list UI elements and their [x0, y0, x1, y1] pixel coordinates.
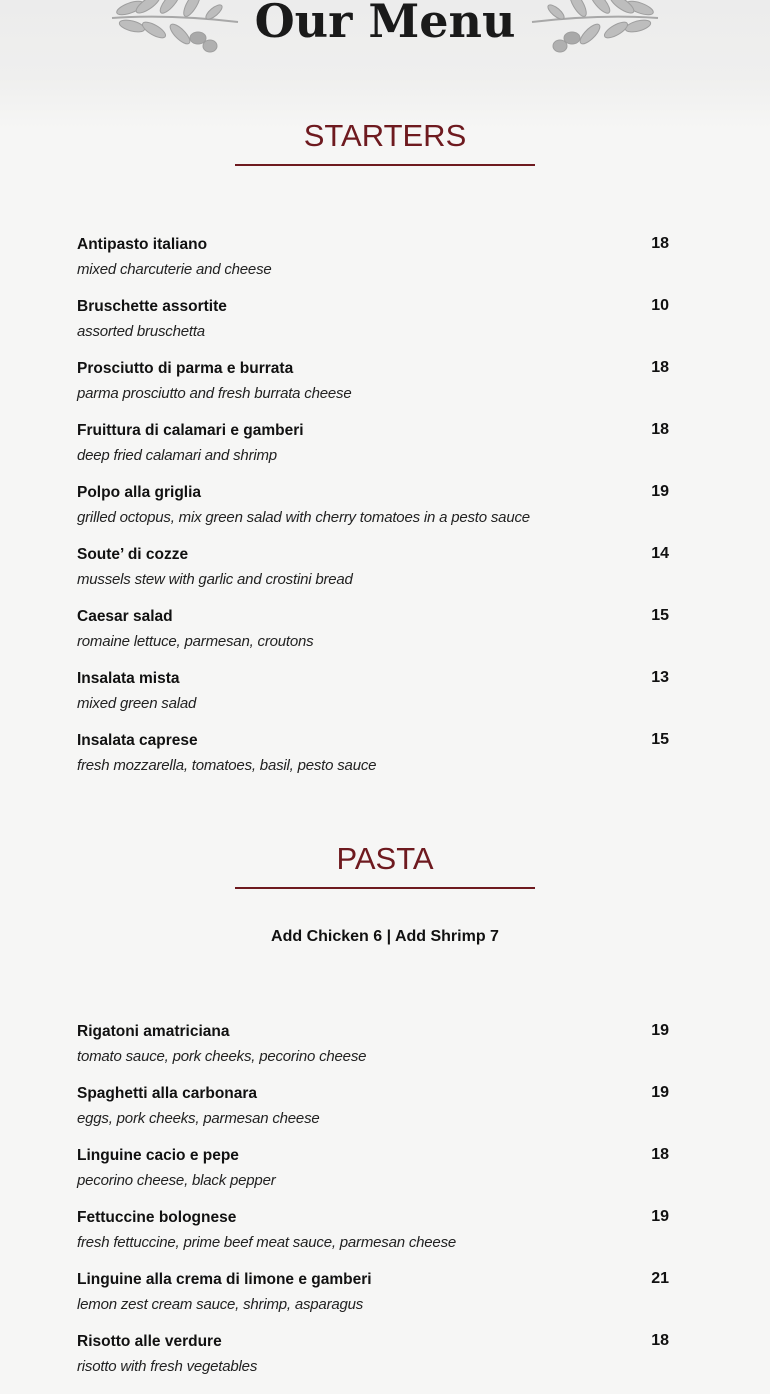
item-description: parma prosciutto and fresh burrata cheese [77, 385, 352, 402]
menu-item [77, 1084, 669, 1129]
item-name: Caesar salad [77, 608, 173, 625]
item-price: 21 [651, 1270, 669, 1287]
item-price: 19 [651, 1022, 669, 1039]
item-name: Fruittura di calamari e gamberi [77, 422, 304, 439]
item-description: mixed green salad [77, 695, 197, 712]
item-price: 18 [651, 1332, 669, 1349]
item-description: eggs, pork cheeks, parmesan cheese [77, 1110, 320, 1127]
item-name: Spaghetti alla carbonara [77, 1085, 258, 1102]
item-price: 19 [651, 483, 669, 500]
menu-item [77, 731, 669, 776]
menu-item [77, 297, 669, 342]
item-description: pecorino cheese, black pepper [77, 1172, 276, 1189]
item-name: Risotto alle verdure [77, 1333, 222, 1350]
item-price: 14 [651, 545, 669, 562]
pasta-list [77, 1022, 669, 1394]
item-price: 18 [651, 359, 669, 376]
item-description: romaine lettuce, parmesan, croutons [77, 633, 314, 650]
section-title-starters: STARTERS [303, 118, 467, 153]
item-name: Bruschette assortite [77, 298, 227, 315]
item-name: Prosciutto di parma e burrata [77, 360, 294, 377]
item-description: fresh fettuccine, prime beef meat sauce, parmesan cheese [77, 1234, 457, 1251]
item-description: lemon zest cream sauce, shrimp, asparagus [77, 1296, 364, 1313]
menu-item [77, 359, 669, 404]
item-description: fresh mozzarella, tomatoes, basil, pesto sauce [77, 757, 377, 774]
item-name: Polpo alla griglia [77, 484, 202, 501]
item-description: grilled octopus, mix green salad with cherry tomatoes in a pesto sauce [77, 509, 530, 526]
pasta-addons-note: Add Chicken 6 | Add Shrimp 7 [271, 928, 499, 945]
item-price: 18 [651, 421, 669, 438]
item-price: 13 [651, 669, 669, 686]
menu-item [77, 1332, 669, 1377]
menu-item [77, 545, 669, 590]
item-name: Insalata mista [77, 670, 180, 687]
menu-item [77, 607, 669, 652]
item-name: Fettuccine bolognese [77, 1209, 237, 1226]
olive-branch-icon [530, 0, 660, 60]
item-name: Soute’ di cozze [77, 546, 189, 563]
menu-item [77, 1270, 669, 1315]
menu-hero [0, 0, 770, 130]
page-title: Our Menu [254, 0, 516, 48]
menu-item [77, 421, 669, 466]
item-description: mussels stew with garlic and crostini bread [77, 571, 353, 588]
item-description: mixed charcuterie and cheese [77, 261, 272, 278]
item-price: 15 [651, 731, 669, 748]
menu-item [77, 669, 669, 714]
item-description: assorted bruschetta [77, 323, 205, 340]
item-name: Insalata caprese [77, 732, 198, 749]
section-divider [235, 164, 535, 166]
item-name: Linguine cacio e pepe [77, 1147, 239, 1164]
item-name: Antipasto italiano [77, 236, 208, 253]
menu-item [77, 235, 669, 280]
menu-item [77, 483, 669, 528]
menu-item [77, 1146, 669, 1191]
item-name: Linguine alla crema di limone e gamberi [77, 1271, 372, 1288]
section-title-pasta: PASTA [336, 841, 434, 876]
item-description: deep fried calamari and shrimp [77, 447, 277, 464]
item-price: 19 [651, 1084, 669, 1101]
menu-item [77, 1208, 669, 1253]
item-description: tomato sauce, pork cheeks, pecorino cheese [77, 1048, 367, 1065]
item-price: 19 [651, 1208, 669, 1225]
starters-list [77, 235, 669, 793]
item-name: Rigatoni amatriciana [77, 1023, 230, 1040]
item-price: 18 [651, 235, 669, 252]
section-divider [235, 887, 535, 889]
item-price: 15 [651, 607, 669, 624]
menu-item [77, 1022, 669, 1067]
item-description: risotto with fresh vegetables [77, 1358, 258, 1375]
item-price: 18 [651, 1146, 669, 1163]
item-price: 10 [651, 297, 669, 314]
